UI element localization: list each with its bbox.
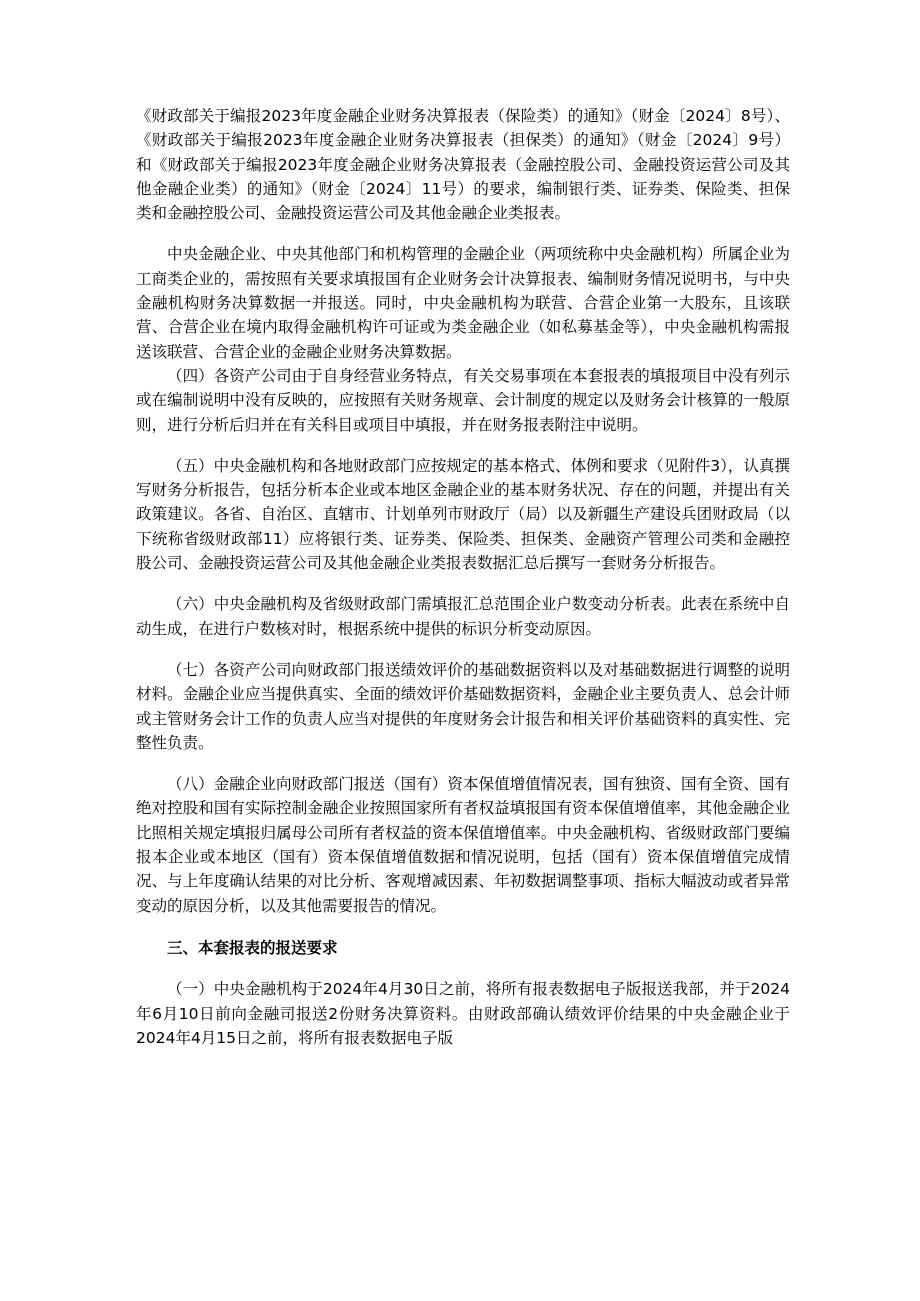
paragraph-item-7: （七）各资产公司向财政部门报送绩效评价的基础数据资料以及对基础数据进行调整的说明材料。金融企业应当提供真实、全面的绩效评价基础数据资料，金融企业主要负责人、总会计师或主管财务会计工作的负责人应当对提供的年度财务会计报告和相关评价基础资料的真实性、完整性负责。: [136, 660, 790, 752]
paragraph-submission-item-1: （一）中央金融机构于2024年4月30日之前，将所有报表数据电子版报送我部，并于2024年6月10日前向金融司报送2份财务决算资料。由财政部确认绩效评价结果的中央金融企业于2024年4月15日之前，将所有报表数据电子版: [136, 980, 790, 1047]
paragraph-item-8: （八）金融企业向财政部门报送（国有）资本保值增值情况表，国有独资、国有全资、国有绝对控股和国有实际控制金融企业按照国家所有者权益填报国有资本保值增值率，其他金融企业比照相关规定填报归属母公司所有者权益的资本保值增值率。中央金融机构、省级财政部门要编报本企业或本地区（国有）资本保值增值数据和情况说明，包括（国有）资本保值增值完成情况、与上年度确认结果的对比分析、客观增减因素、年初数据调整事项、指标大幅波动或者异常变动的原因分析，以及其他需要报告的情况。: [136, 775, 790, 915]
paragraph-item-6: （六）中央金融机构及省级财政部门需填报汇总范围企业户数变动分析表。此表在系统中自动生成，在进行户数核对时，根据系统中提供的标识分析变动原因。: [136, 595, 790, 638]
section-heading: 三、本套报表的报送要求: [167, 938, 338, 957]
paragraph-item-5: （五）中央金融机构和各地财政部门应按规定的基本格式、体例和要求（见附件3），认真撰写财务分析报告，包括分析本企业或本地区金融企业的基本财务状况、存在的问题，并提出有关政策建议。各省、自治区、直辖市、计划单列市财政厅（局）以及新疆生产建设兵团财政局（以下统称省级财政部11）应将银行类、证券类、保险类、担保类、金融资产管理公司类和金融控股公司、金融投资运营公司及其他金融企业类报表数据汇总后撰写一套财务分析报告。: [136, 456, 790, 573]
paragraph-central-financial-institutions: 中央金融企业、中央其他部门和机构管理的金融企业（两项统称中央金融机构）所属企业为工商类企业的，需按照有关要求填报国有企业财务会计决算报表、编制财务情况说明书，与中央金融机构财务决算数据一并报送。同时，中央金融机构为联营、合营企业第一大股东，且该联营、合营企业在境内取得金融机构许可证或为类金融企业（如私募基金等），中央金融机构需报送该联营、合营企业的金融企业财务决算数据。: [136, 245, 790, 361]
document-body: [136, 104, 790, 1050]
paragraph-item-4: （四）各资产公司由于自身经营业务特点，有关交易事项在本套报表的填报项目中没有列示或在编制说明中没有反映的，应按照有关财务规章、会计制度的规定以及财务会计核算的一般原则，进行分析后归并在有关科目或项目中填报，并在财务报表附注中说明。: [136, 366, 790, 434]
paragraph-notice-references: 《财政部关于编报2023年度金融企业财务决算报表（保险类）的通知》（财金〔2024〕8号）、《财政部关于编报2023年度金融企业财务决算报表（担保类）的通知》（财金〔2024〕9号）和《财政部关于编报2023年度金融企业财务决算报表（金融控股公司、金融投资运营公司及其他金融企业类）的通知》（财金〔2024〕11号）的要求，编制银行类、证券类、保险类、担保类和金融控股公司、金融投资运营公司及其他金融企业类报表。: [136, 107, 790, 223]
